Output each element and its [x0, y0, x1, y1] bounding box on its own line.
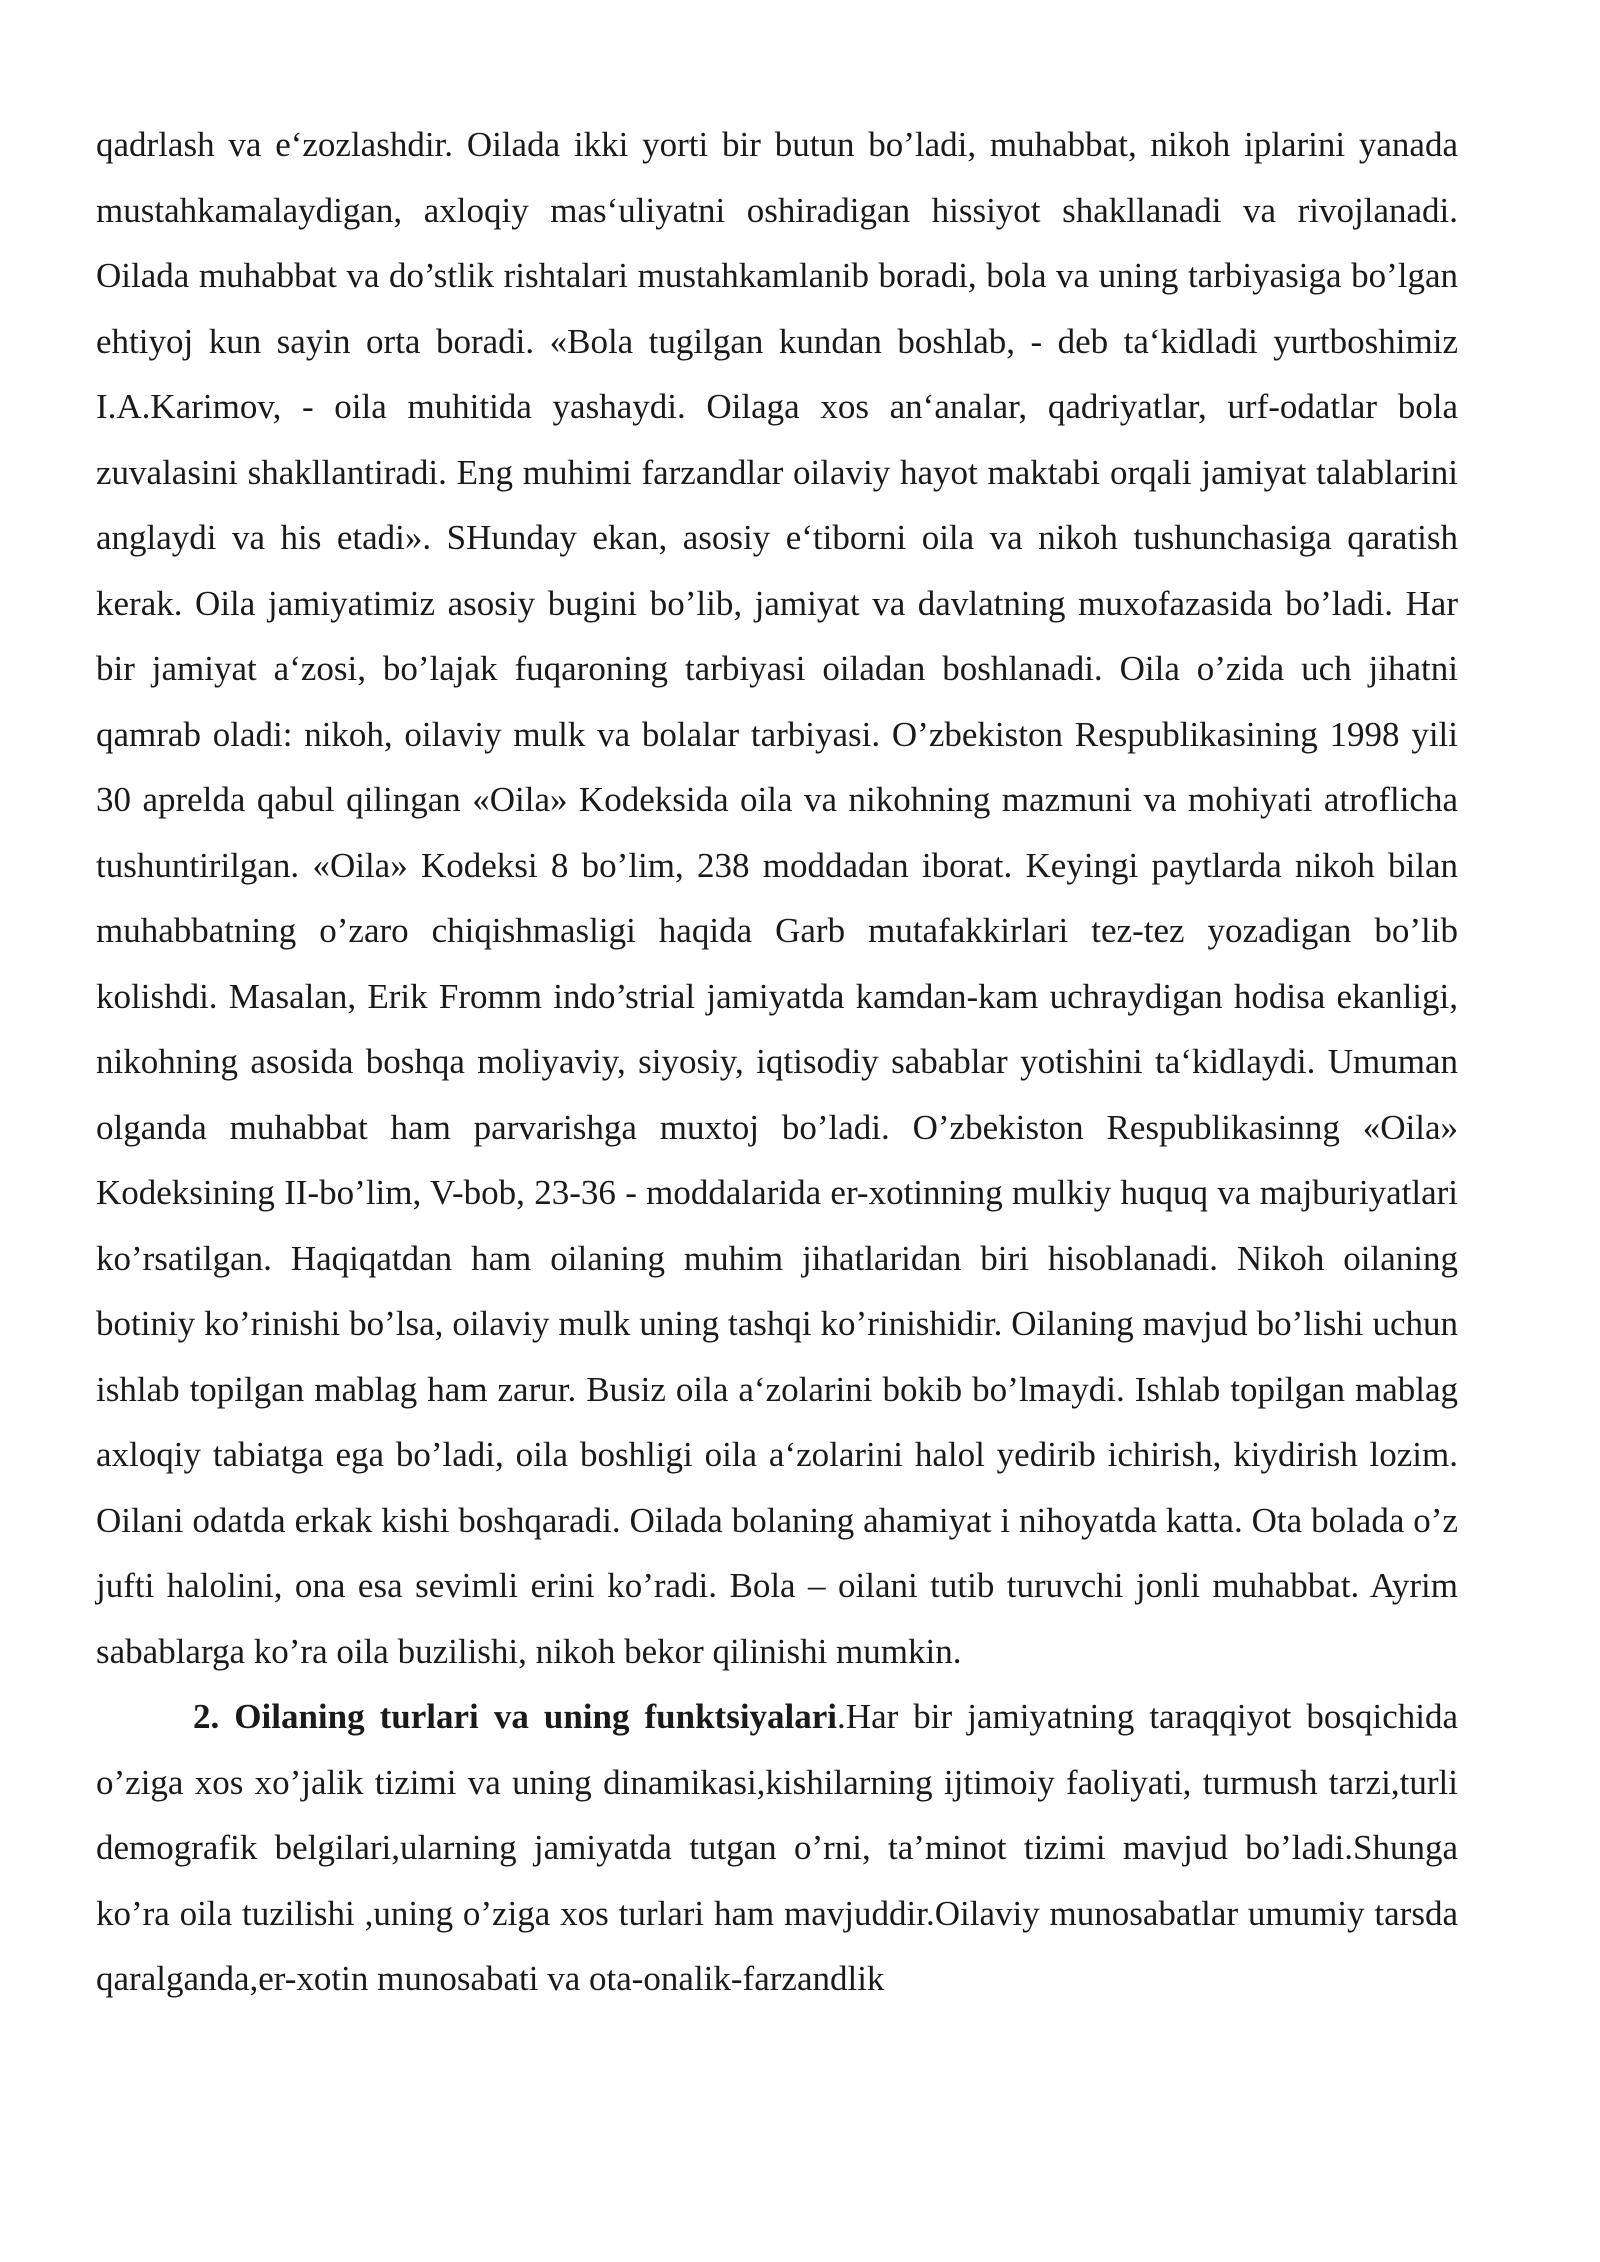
section-heading: 2. Oilaning turlari va uning funktsiyalari: [193, 1697, 838, 1736]
section-text: .Har bir jamiyatning taraqqiyot bosqichida o’ziga xos xo’jalik tizimi va uning dinamikasi,kishilarning ijtimoiy faoliyati, turmush tarzi,turli demografik belgilari,ularning jamiyatda tutgan o’rni, ta’minot tizimi mavjud bo’ladi.Shunga ko’ra oila tuzilishi ,uning o’ziga xos turlari ham mavjuddir.Oilaviy munosabatlar umumiy tarsda qaralganda,er-xotin munosabati va ota-onalik-farzandlik: [96, 1697, 1458, 1998]
body-paragraph: qadrlash va e‘zozlashdir. Oilada ikki yorti bir butun bo’ladi, muhabbat, nikoh iplarini yanada mustahkamalaydigan, axloqiy mas‘uliyatni oshiradigan hissiyot shakllanadi va rivojlanadi. Oilada muhabbat va do’stlik rishtalari mustahkamlanib boradi, bola va uning tarbiyasiga bo’lgan ehtiyoj kun sayin orta boradi. «Bola tugilgan kundan boshlab, - deb ta‘kidladi yurtboshimiz I.A.Karimov, - oila muhitida yashaydi. Oilaga xos an‘analar, qadriyatlar, urf-odatlar bola zuvalasini shakllantiradi. Eng muhimi farzandlar oilaviy hayot maktabi orqali jamiyat talablarini anglaydi va his etadi». SHunday ekan, asosiy e‘tiborni oila va nikoh tushunchasiga qaratish kerak. Oila jamiyatimiz asosiy bugini bo’lib, jamiyat va davlatning muxofazasida bo’ladi. Har bir jamiyat a‘zosi, bo’lajak fuqaroning tarbiyasi oiladan boshlanadi. Oila o’zida uch jihatni qamrab oladi: nikoh, oilaviy mulk va bolalar tarbiyasi. O’zbekiston Respublikasining 1998 yili 30 aprelda qabul qilingan «Oila» Kodeksida oila va nikohning mazmuni va mohiyati atroflicha tushuntirilgan. «Oila» Kodeksi 8 bo’lim, 238 moddadan iborat. Keyingi paytlarda nikoh bilan muhabbatning o’zaro chiqishmasligi haqida Garb mutafakkirlari tez-tez yozadigan bo’lib kolishdi. Masalan, Erik Fromm indo’strial jamiyatda kamdan-kam uchraydigan hodisa ekanligi, nikohning asosida boshqa moliyaviy, siyosiy, iqtisodiy sabablar yotishini ta‘kidlaydi. Umuman olganda muhabbat ham parvarishga muxtoj bo’ladi. O’zbekiston Respublikasinng «Oila» Kodeksining II-bo’lim, V-bob, 23-36 - moddalarida er-xotinning mulkiy huquq va majburiyatlari ko’rsatilgan. Haqiqatdan ham oilaning muhim jihatlaridan biri hisoblanadi. Nikoh oilaning botiniy ko’rinishi bo’lsa, oilaviy mulk uning tashqi ko’rinishidir. Oilaning mavjud bo’lishi uchun ishlab topilgan mablag ham zarur. Busiz oila a‘zolarini bokib bo’lmaydi. Ishlab topilgan mablag axloqiy tabiatga ega bo’ladi, oila boshligi oila a‘zolarini halol yedirib ichirish, kiydirish lozim. Oilani odatda erkak kishi boshqaradi. Oilada bolaning ahamiyat i nihoyatda katta. Ota bolada o’z jufti halolini, ona esa sevimli erini ko’radi. Bola – oilani tutib turuvchi jonli muhabbat. Ayrim sabablarga ko’ra oila buzilishi, nikoh bekor qilinishi mumkin.: [96, 125, 1458, 1671]
section-2-paragraph: [96, 1684, 1458, 2012]
document-page: [96, 112, 1458, 2012]
